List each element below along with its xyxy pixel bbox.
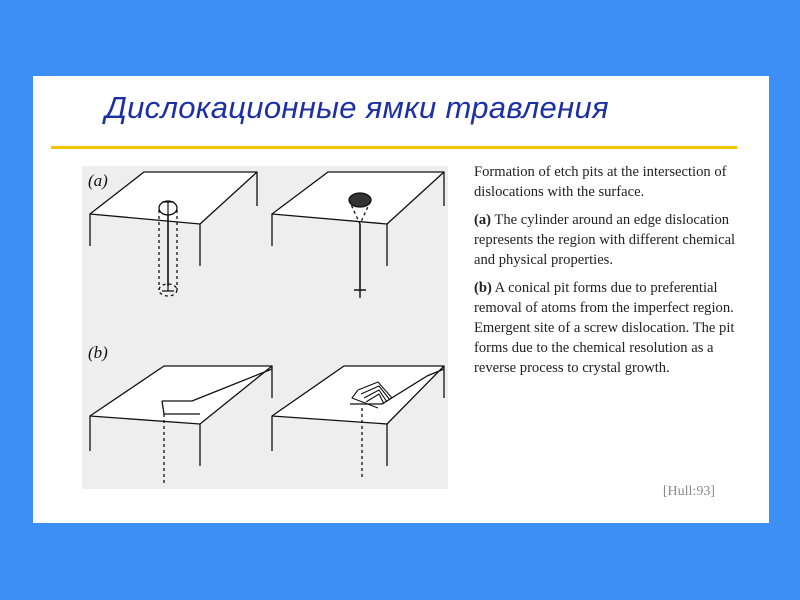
panel-a-paragraph <box>474 210 744 270</box>
figure-description <box>474 162 744 386</box>
etch-pit-figure <box>82 166 448 489</box>
panel-b-paragraph <box>474 278 744 378</box>
panel-a-text: The cylinder around an edge dislocation represents the region with different chemical and physical properties. <box>474 212 736 268</box>
screw-dislocation-block <box>90 366 272 484</box>
slide <box>33 76 769 523</box>
panel-b-text: A conical pit forms due to preferential removal of atoms from the imperfect region. Emergent site of a screw dislocation. The pit forms due to the chemical resolution as a reverse process to crystal growth. <box>474 280 735 376</box>
panel-b-marker: (b) <box>474 280 492 296</box>
panel-b-label: (b) <box>88 343 108 362</box>
screw-etch-pit-block <box>272 366 444 478</box>
intro-paragraph: Formation of etch pits at the intersection of dislocations with the surface. <box>474 164 727 200</box>
edge-etch-pit-block <box>272 172 444 298</box>
title-underline <box>51 146 737 149</box>
citation: [Hull:93] <box>662 484 715 499</box>
panel-a-label: (a) <box>88 171 108 190</box>
slide-title: Дислокационные ямки травления <box>105 90 609 125</box>
edge-dislocation-block <box>90 172 257 296</box>
panel-a-marker: (a) <box>474 212 492 228</box>
